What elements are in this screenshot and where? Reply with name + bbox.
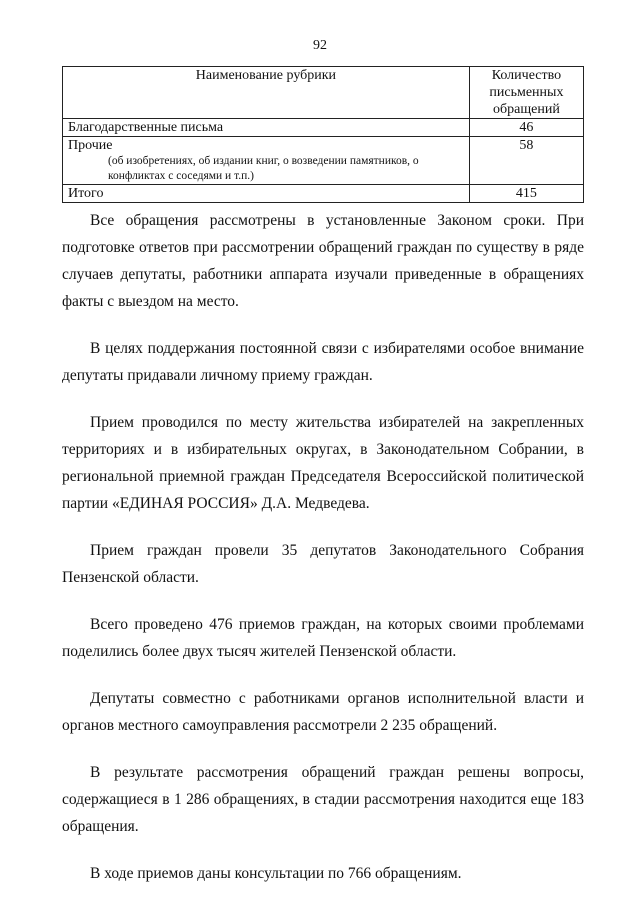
- paragraph: В ходе приемов даны консультации по 766 обращениям.: [90, 865, 462, 882]
- paragraph: Прием граждан провели 35 депутатов Законодательного Собрания Пензенской области.: [62, 542, 584, 586]
- paragraph: Прием проводился по месту жительства избирателей на закрепленных территориях и в избирательных округах, в Законодательном Собрании, в региональной приемной граждан Председателя Всероссийской политической партии «ЕДИНАЯ РОССИЯ» Д.А. Медведева.: [62, 414, 584, 512]
- row-name: Итого: [63, 185, 470, 203]
- header-count-line-2: письменных: [489, 85, 564, 100]
- table-row: [63, 119, 584, 137]
- page-number: 92: [313, 38, 327, 53]
- table-row-total: [63, 185, 584, 203]
- paragraph: В целях поддержания постоянной связи с избирателями особое внимание депутаты придавали личному приему граждан.: [62, 340, 584, 384]
- row-name: Благодарственные письма: [63, 119, 470, 137]
- body-text: [62, 207, 584, 907]
- header-count-line-1: Количество: [491, 68, 562, 83]
- header-letter-count: [469, 67, 583, 119]
- table-header-row: [63, 67, 584, 119]
- header-rubric-name: Наименование рубрики: [63, 67, 470, 119]
- row-name: Прочие: [68, 138, 113, 153]
- row-count: 415: [469, 185, 583, 203]
- row-count: 58: [469, 137, 583, 185]
- paragraph: Депутаты совместно с работниками органов исполнительной власти и органов местного самоуправления рассмотрели 2 235 обращений.: [62, 690, 584, 734]
- paragraph: Все обращения рассмотрены в установленные Законом сроки. При подготовке ответов при рассмотрении обращений граждан по существу в ряде случаев депутаты, работники аппарата изучали приведенные в обращениях факты с выездом на место.: [62, 212, 584, 310]
- row-name-cell: [63, 137, 470, 185]
- header-count-line-3: обращений: [493, 102, 560, 117]
- table-row: [63, 137, 584, 185]
- paragraph: В результате рассмотрения обращений граждан решены вопросы, содержащиеся в 1 286 обращениях, в стадии рассмотрения находится еще 183 обращения.: [62, 764, 584, 835]
- rubrics-table: [62, 66, 584, 203]
- row-count: 46: [469, 119, 583, 137]
- row-note: (об изобретениях, об издании книг, о возведении памятников, о конфликтах с соседями и т.п.): [108, 155, 419, 182]
- paragraph: Всего проведено 476 приемов граждан, на которых своими проблемами поделились более двух тысяч жителей Пензенской области.: [62, 616, 584, 660]
